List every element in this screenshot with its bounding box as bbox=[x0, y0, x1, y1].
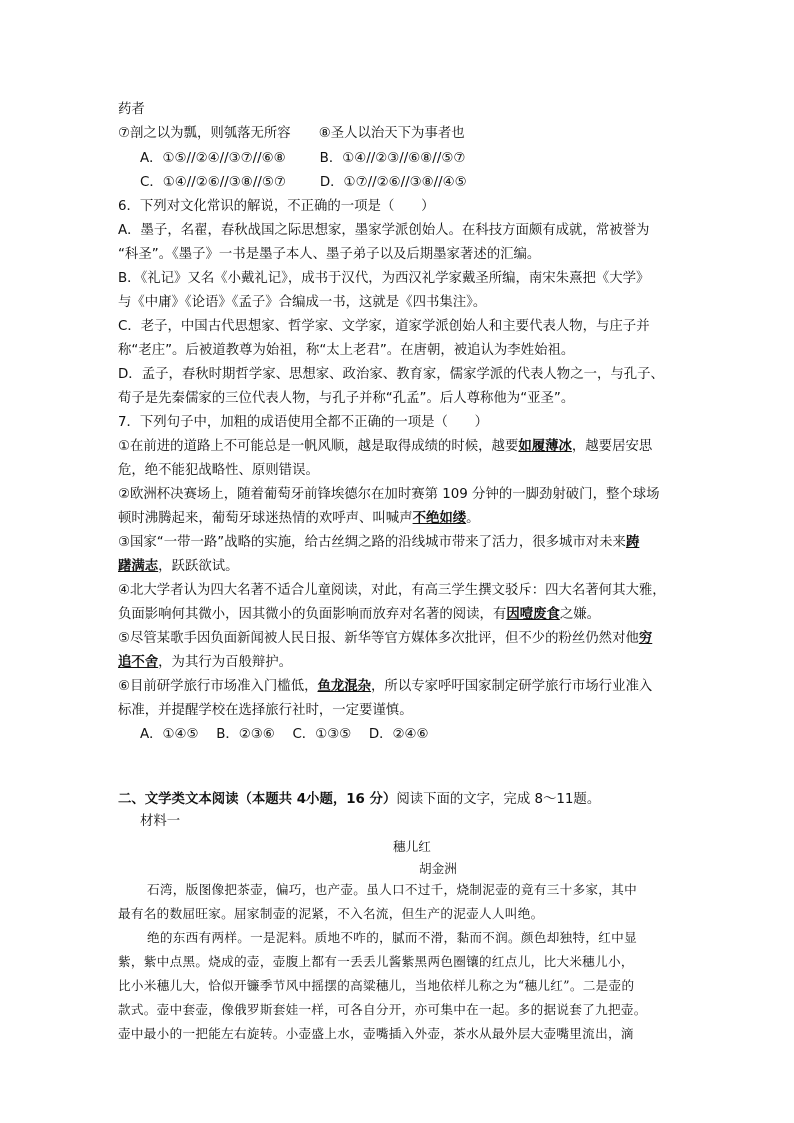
q7-sentence-1-line-1 bbox=[118, 438, 652, 456]
q7-options: A．①④⑤ B．②③⑥ C．①③⑤ D．②④⑥ bbox=[140, 727, 429, 742]
story-paragraph-2-line-1: 绝的东西有两样。一是泥料。质地不咋的，腻而不滑，黏而不润。颜色却独特，红中显 bbox=[147, 930, 637, 945]
material-label: 材料一 bbox=[140, 814, 181, 829]
q6-option-a-line-2: “科圣”。《墨子》一书是墨子本人、墨子弟子以及后期墨家著述的汇编。 bbox=[118, 247, 541, 262]
bold-idiom: 不绝如缕 bbox=[412, 511, 467, 526]
q7-sentence-4-line-1: ④北大学者认为四大名著不适合儿童阅读，对此，有高三学生撰文驳斥：四大名著何其大雅， bbox=[118, 583, 666, 598]
q6-stem: 6．下列对文化常识的解说，不正确的一项是（ ） bbox=[118, 199, 435, 214]
q5-option-b: B．①④//②③//⑥⑧//⑤⑦ bbox=[319, 151, 466, 166]
bold-idiom: 鱼龙混杂 bbox=[317, 679, 372, 694]
story-paragraph-1-line-1: 石湾，版图像把茶壶，偏巧，也产壶。虽人口不过千，烧制泥壶的竟有三十多家，其中 bbox=[147, 882, 637, 897]
story-author: 胡金洲 bbox=[419, 861, 457, 876]
q7-sentence-5-line-2 bbox=[118, 654, 292, 672]
bold-idiom: 踌 bbox=[625, 535, 640, 550]
q7-sentence-5-line-1 bbox=[118, 630, 652, 648]
sentence-text: ，所以专家呼吁国家制定研学旅行市场行业准入 bbox=[371, 679, 653, 694]
q5-option-d: D．①⑦//②⑥//③⑧//④⑤ bbox=[319, 175, 467, 190]
bold-idiom: 如履薄冰 bbox=[518, 439, 572, 454]
q7-sentence-1-line-2: 危，绝不能犯战略性、原则错误。 bbox=[118, 463, 319, 478]
q6-option-c-line-1: C．老子，中国古代思想家、哲学家、文学家，道家学派创始人和主要代表人物，与庄子并 bbox=[118, 319, 650, 334]
q6-option-c-line-2: 称“老庄”。后被道教尊为始祖，称“太上老君”。在唐朝，被追认为李姓始祖。 bbox=[118, 343, 575, 358]
bold-idiom: 追不舍 bbox=[118, 655, 159, 670]
sentence-text: ，跃跃欲试。 bbox=[158, 559, 239, 574]
q7-stem: 7．下列句子中，加粗的成语使用全都不正确的一项是（ ） bbox=[118, 415, 489, 430]
q7-sentence-3-line-1 bbox=[118, 534, 639, 552]
story-paragraph-2-line-4: 款式。壶中套壶，像俄罗斯套娃一样，可各自分开，亦可集中在一起。多的据说套了九把壶。 bbox=[118, 1002, 647, 1017]
q5-tail-line: 药者 bbox=[118, 102, 145, 117]
section-heading-bold: 二、文学类文本阅读（本题共 4小题，16 分） bbox=[118, 792, 397, 807]
story-paragraph-2-line-2: 紫，紫中点黑。烧成的壶，壶腹上都有一丢丢儿酱紫黑两色圈镶的红点儿，比大米穗儿小， bbox=[118, 954, 634, 969]
sentence-text: ⑥目前研学旅行市场准入门槛低， bbox=[118, 679, 318, 694]
q6-option-b-line-2: 与《中庸》《论语》《孟子》合编成一书，这就是《四书集注》。 bbox=[118, 295, 487, 310]
story-title: 穗儿红 bbox=[393, 839, 431, 854]
q7-sentence-2-line-1: ②欧洲杯决赛场上，随着葡萄牙前锋埃德尔在加时赛第 109 分钟的一脚劲射破门，整个球场 bbox=[118, 487, 660, 502]
q6-option-b-line-1: B．《礼记》又名《小戴礼记》，成书于汉代，为西汉礼学家戴圣所编，南宋朱熹把《大学》 bbox=[118, 271, 650, 286]
section-2-heading bbox=[118, 791, 600, 809]
q5-option-c: C．①④//②⑥//③⑧//⑤⑦ bbox=[140, 175, 286, 190]
bold-idiom: 躇满志 bbox=[118, 559, 159, 574]
sentence-text: ⑤尽管某歌手因负面新闻被人民日报、新华等官方媒体多次批评，但不少的粉丝仍然对他 bbox=[118, 631, 639, 646]
sentence-text: ，为其行为百般辩护。 bbox=[158, 655, 293, 670]
q6-option-d-line-1: D．孟子，春秋时期哲学家、思想家、政治家、教育家，儒家学派的代表人物之一，与孔子、 bbox=[118, 367, 664, 382]
sentence-text: 负面影响何其微小，因其微小的负面影响而放弃对名著的阅读，有 bbox=[118, 607, 507, 622]
q6-option-a-line-1: A．墨子，名翟，春秋战国之际思想家，墨家学派创始人。在科技方面颇有成就，常被誉为 bbox=[118, 223, 650, 238]
sentence-text: ，越要居安思 bbox=[571, 439, 653, 454]
bold-idiom: 因噎废食 bbox=[506, 607, 560, 622]
q7-sentence-2-line-2 bbox=[118, 510, 480, 528]
q6-option-d-line-2: 荀子是先秦儒家的三位代表人物，与孔子并称“孔孟”。后人尊称他为“亚圣”。 bbox=[118, 391, 575, 406]
q5-item-8: ⑧圣人以治天下为事者也 bbox=[318, 126, 465, 141]
q7-sentence-6-line-2: 标准，并提醒学校在选择旅行社时，一定要谨慎。 bbox=[118, 703, 413, 718]
q7-sentence-4-line-2 bbox=[118, 606, 600, 624]
story-paragraph-2-line-5: 壶中最小的一把能左右旋转。小壶盛上水，壶嘴插入外壶，茶水从最外层大壶嘴里流出，滴 bbox=[118, 1026, 634, 1041]
story-paragraph-2-line-3: 比小米穗儿大，恰似开镰季节风中摇摆的高粱穗儿，当地依样儿称之为“穗儿红”。二是壶的 bbox=[118, 978, 635, 993]
sentence-text: ③国家“一带一路”战略的实施，给古丝绸之路的沿线城市带来了活力，很多城市对未来 bbox=[118, 535, 626, 550]
q5-item-7: ⑦剖之以为瓢，则瓠落无所容 bbox=[118, 126, 291, 141]
story-paragraph-1-line-2: 最有名的数屈旺家。屈家制壶的泥紧，不入名流，但生产的泥壶人人叫绝。 bbox=[118, 906, 544, 921]
section-heading-instruction: 阅读下面的文字，完成 8～11题。 bbox=[396, 792, 601, 807]
q5-option-a: A．①⑤//②④//③⑦//⑥⑧ bbox=[140, 151, 286, 166]
q7-sentence-3-line-2 bbox=[118, 558, 239, 576]
sentence-text: 之嫌。 bbox=[559, 607, 601, 622]
sentence-text: 顿时沸腾起来，葡萄牙球迷热情的欢呼声、叫喊声 bbox=[118, 511, 413, 526]
q5-options-row-1 bbox=[140, 150, 465, 168]
sentence-text: ①在前进的道路上不可能总是一帆风顺，越是取得成绩的时候，越要 bbox=[118, 439, 519, 454]
q5-items-row bbox=[118, 125, 465, 143]
q7-sentence-6-line-1 bbox=[118, 678, 652, 696]
bold-idiom: 穷 bbox=[638, 631, 653, 646]
sentence-text: 。 bbox=[466, 511, 480, 526]
q5-options-row-2 bbox=[140, 174, 467, 192]
